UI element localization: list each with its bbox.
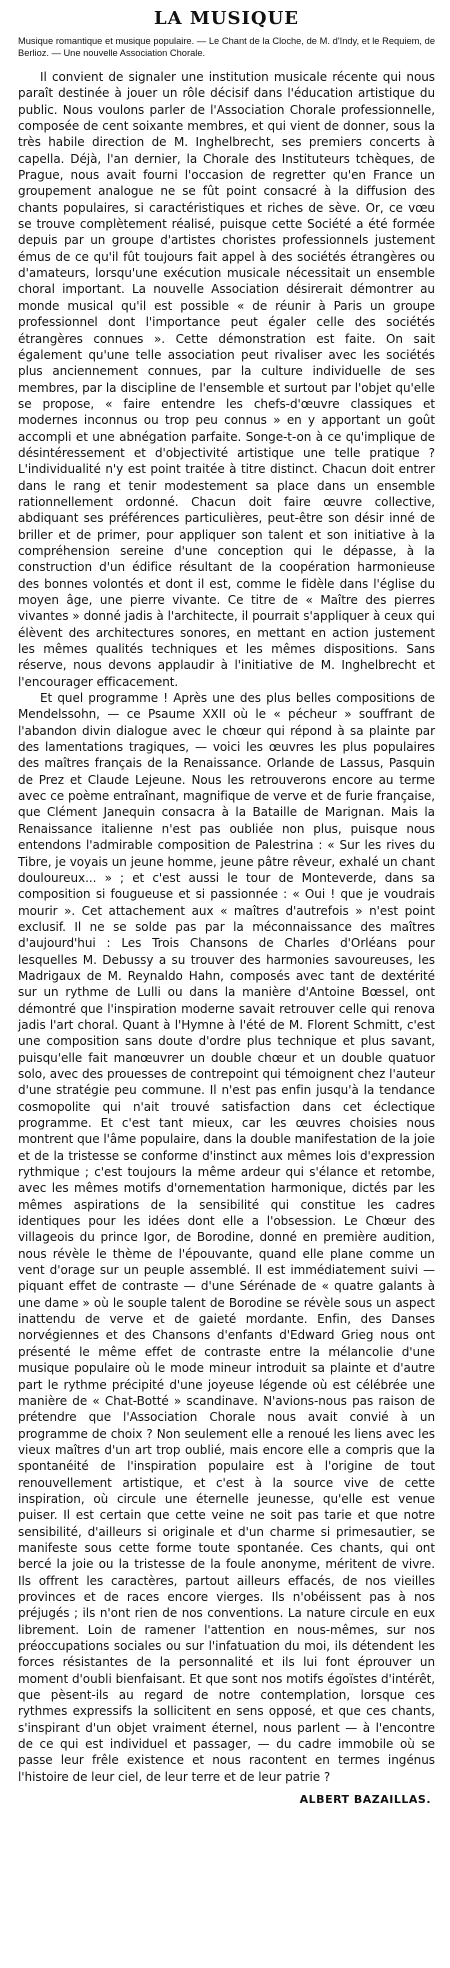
article-subtitle bbox=[18, 36, 435, 59]
author-signature: ALBERT BAZAILLAS. bbox=[299, 1793, 431, 1807]
article-paragraph-1: Il convient de signaler une institution musicale récente qui nous paraît destinée à jouer un rôle décisif dans l'éducation artistique du public. Nous voulons parler de l'Association Chorale professionnelle, composée de cent soixante membres, et qui vient de donner, sous la très habile direction de M. Inghelbrecht, ses premiers concerts à capella. Déjà, l'an dernier, la Chorale des Instituteurs tchèques, de Prague, nous avait fourni l'occasion de regretter qu'en France un groupement analogue ne se fût point consacré à la diffusion des chants populaires, si caractéristiques et riches de sève. Or, ce vœu se trouve complètement réalisé, puisque cette Société a été formée depuis par un groupe d'artistes choristes professionnels justement émus de ce qu'il fût toujours fait appel à des sociétés étrangères ou d'amateurs, lorsqu'une exécution musicale nécessitait un ensemble choral important. La nouvelle Association désirerait démontrer au monde musical qu'il est possible « de réunir à Paris un groupe professionnel dont l'importance peut égaler celle des sociétés étrangères connues ». Cette démonstration est faite. On sait également qu'une telle association peut rivaliser avec les sociétés plus anciennement connues, par la culture individuelle de ses membres, par la discipline de l'ensemble et surtout par l'objet qu'elle se propose, « faire entendre les chefs-d'œuvre classiques et modernes inconnus ou trop peu connus » en y apportant un goût accompli et une abnégation parfaite. Songe-t-on à ce qu'implique de désintéressement et d'objectivité artistique une telle pratique ? L'individualité n'y est point traitée à titre distinct. Chacun doit entrer dans le rang et tenir modestement sa place dans un ensemble rationnellement ordonné. Chacun doit faire œuvre collective, abdiquant ses préférences particulières, peut-être son désir inné de briller et de primer, pour appliquer son talent et son initiative à la compréhension sereine d'une conception qui le dépasse, à la construction d'un édifice résultant de la coopération harmonieuse des bonnes volontés et dont il est, comme le fidèle dans l'église du moyen âge, une pierre vivante. Ce titre de « Maître des pierres vivantes » donné jadis à l'architecte, il pourrait s'appliquer à ceux qui élèvent des architectures sonores, en mettant en action justement les mêmes qualités techniques et les mêmes dispositions. Sans réserve, nous devons applaudir à l'initiative de M. Inghelbrecht et l'encourager efficacement. bbox=[18, 70, 435, 689]
article-title: LA MUSIQUE bbox=[153, 8, 300, 29]
article-body bbox=[18, 69, 435, 1785]
subtitle-line-1: Musique romantique et musique populaire. — Le Chant de la Cloche, de M. d'Indy, et le Requiem, de Berlioz. — Une nouvelle Association Chorale. bbox=[18, 36, 435, 58]
article-paragraph-2: Et quel programme ! Après une des plus belles compositions de Mendelssohn, — ce Psaume XXII où le « pécheur » souffrant de l'abandon divin dialogue avec le chœur qui répond à sa plainte par des lamentations tragiques, — voici les œuvres les plus populaires des maîtres français de la Renaissance. Orlande de Lassus, Pasquin de Prez et Claude Lejeune. Nous les retrouverons encore au terme avec ce poème entraînant, magnifique de verve et de furie française, que Clément Janequin consacra à la Bataille de Marignan. Mais la Renaissance italienne n'est pas oubliée non plus, puisque nous entendons l'admirable composition de Palestrina : « Sur les rives du Tibre, je voyais un jeune homme, jeune pâtre rêveur, exhalé un chant douloureux... » ; et c'est aussi le tour de Monteverde, dans sa composition si fougueuse et si passionnée : « Oui ! que je voudrais mourir ». Cet attachement aux « maîtres d'autrefois » n'est point exclusif. Il ne se solde pas par la méconnaissance des maîtres d'aujourd'hui : Les Trois Chansons de Charles d'Orléans pour lesquelles M. Debussy a su trouver des harmonies savoureuses, les Madrigaux de M. Reynaldo Hahn, composés avec tant de dextérité sur un rythme de Lulli ou dans la manière d'Antoine Bœssel, ont démontré que l'inspiration moderne savait retrouver celle qui renova jadis l'art choral. Quant à l'Hymne à l'été de M. Florent Schmitt, c'est une composition sans doute d'ordre plus technique et plus savant, puisqu'elle fait manœuvrer un double chœur et un double quatuor solo, avec des prouesses de contrepoint qui témoignent chez l'auteur d'une stratégie peu commune. Il n'est pas enfin jusqu'à la tendance cosmopolite qui n'ait trouvé satisfaction dans cet éclectique programme. Et c'est tant mieux, car les œuvres choisies nous montrent que l'âme populaire, dans la double manifestation de la joie et de la tristesse se conforme d'instinct aux mêmes lois d'expression rythmique ; c'est toujours la même ardeur qui s'élance et retombe, avec les mêmes motifs d'ornementation harmonique, dictés par les mêmes aspirations de la sensibilité qui constitue les cadres identiques pour les idées dont elle a l'obsession. Le Chœur des villageois du prince Igor, de Borodine, donné en première audition, nous révèle le thème de l'épouvante, quand elle plane comme un vent d'orage sur un peuple assemblé. Il est immédiatement suivi — piquant effet de contraste — d'une Sérénade de « quatre galants à une dame » où le souple talent de Borodine se révèle sous un aspect inattendu de verve et de gaieté mordante. Enfin, des Danses norvégiennes et des Chansons d'enfants d'Edward Grieg nous ont présenté le même effet de contraste entre la mélancolie d'une musique populaire où le mode mineur introduit sa plainte et d'autre part le rythme précipité d'une joyeuse légende où est célébrée une manière de « Chat-Botté » scandinave. N'avions-nous pas raison de prétendre que l'Association Chorale nous avait convié à un programme de choix ? Non seulement elle a renoué les liens avec les vieux maîtres d'un art trop oublié, mais encore elle a compris que la spontanéité de l'inspiration populaire est à l'origine de tout renouvellement artistique, et c'est à la source vive de cette inspiration, où circule une éternelle jeunesse, qu'elle est venue puiser. Il est certain que cette veine ne soit pas tarie et que notre sensibilité, d'ailleurs si originale et d'un charme si primesautier, se manifeste sous cette forme toute spontanée. Ces chants, qui ont bercé la joie ou la tristesse de la foule anonyme, méritent de vivre. Ils offrent les caractères, partout ailleurs effacés, de nos vieilles provinces et de races encore vierges. Ils n'obéissent pas à nos préjugés ; ils n'ont rien de nos conventions. La nature circule en eux librement. Loin de ramener l'attention en nous-mêmes, sur nos préoccupations sociales ou sur l'infatuation du moi, ils détendent les forces résistantes de la personnalité et ils lui font éprouver un moment d'oubli bienfaisant. Et que sont nos motifs égoïstes d'intérêt, que pèsent-ils au regard de notre contemplation, lorsque ces rythmes expressifs la sollicitent en sens opposé, et que ces chants, s'inspirant d'un objet vraiment éternel, nous parlent — à l'encontre de ce qui est individuel et passager, — du cadre immobile où se passe leur frêle existence et nous racontent en termes ingénus l'histoire de leur ciel, de leur terre et de leur patrie ? bbox=[18, 691, 435, 1784]
